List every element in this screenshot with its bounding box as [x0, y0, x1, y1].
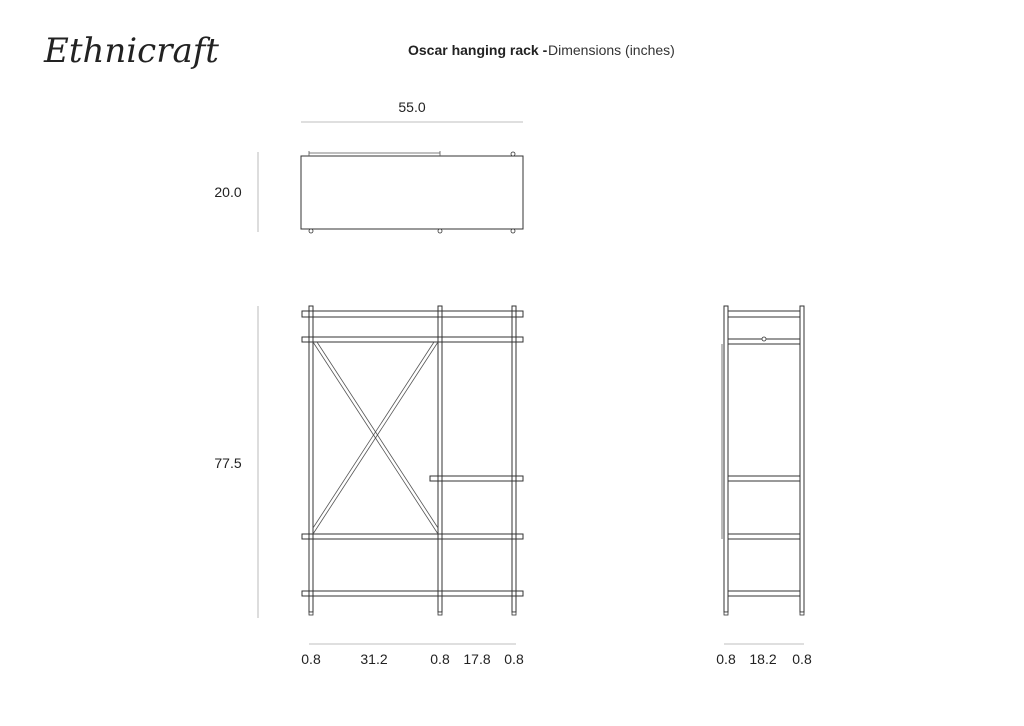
side-back-post — [800, 306, 804, 615]
front-dim-post-right: 0.8 — [504, 651, 524, 667]
front-top-rail — [302, 311, 523, 317]
front-bottom-shelf — [302, 591, 523, 596]
front-middle-post — [438, 306, 442, 615]
side-dim-post-back: 0.8 — [792, 651, 812, 667]
front-left-post — [309, 306, 313, 615]
top-width-label: 55.0 — [398, 99, 426, 115]
front-dim-post-left: 0.8 — [301, 651, 321, 667]
front-view-drawing — [258, 306, 523, 644]
side-view-drawing — [722, 306, 804, 644]
top-view-post — [511, 152, 515, 156]
side-middle-shelf — [728, 476, 800, 481]
side-front-post — [724, 306, 728, 615]
side-bottom-shelf — [728, 591, 800, 596]
front-dim-left-bay: 31.2 — [360, 651, 388, 667]
front-dim-right-bay: 17.8 — [463, 651, 491, 667]
front-right-shelf — [430, 476, 523, 481]
top-view-foot — [511, 229, 515, 233]
side-lower-shelf — [728, 534, 800, 539]
front-height-label: 77.5 — [214, 455, 242, 471]
dimensions-subtitle: Dimensions (inches) — [548, 42, 675, 58]
product-title: Oscar hanging rack - — [408, 42, 548, 58]
front-dim-post-middle: 0.8 — [430, 651, 450, 667]
side-dim-post-front: 0.8 — [716, 651, 736, 667]
front-upper-rail — [302, 337, 523, 342]
front-lower-shelf — [302, 534, 523, 539]
side-hanger-bar — [762, 337, 766, 341]
top-view-drawing — [258, 122, 523, 233]
brand-logo: Ethnicraft — [44, 31, 219, 71]
top-view-foot — [438, 229, 442, 233]
top-depth-label: 20.0 — [214, 184, 242, 200]
side-top-rail — [728, 311, 800, 317]
front-cross-brace — [313, 342, 438, 534]
top-view-outline — [301, 156, 523, 229]
top-view-foot — [309, 229, 313, 233]
side-dim-depth: 18.2 — [749, 651, 777, 667]
front-right-post — [512, 306, 516, 615]
